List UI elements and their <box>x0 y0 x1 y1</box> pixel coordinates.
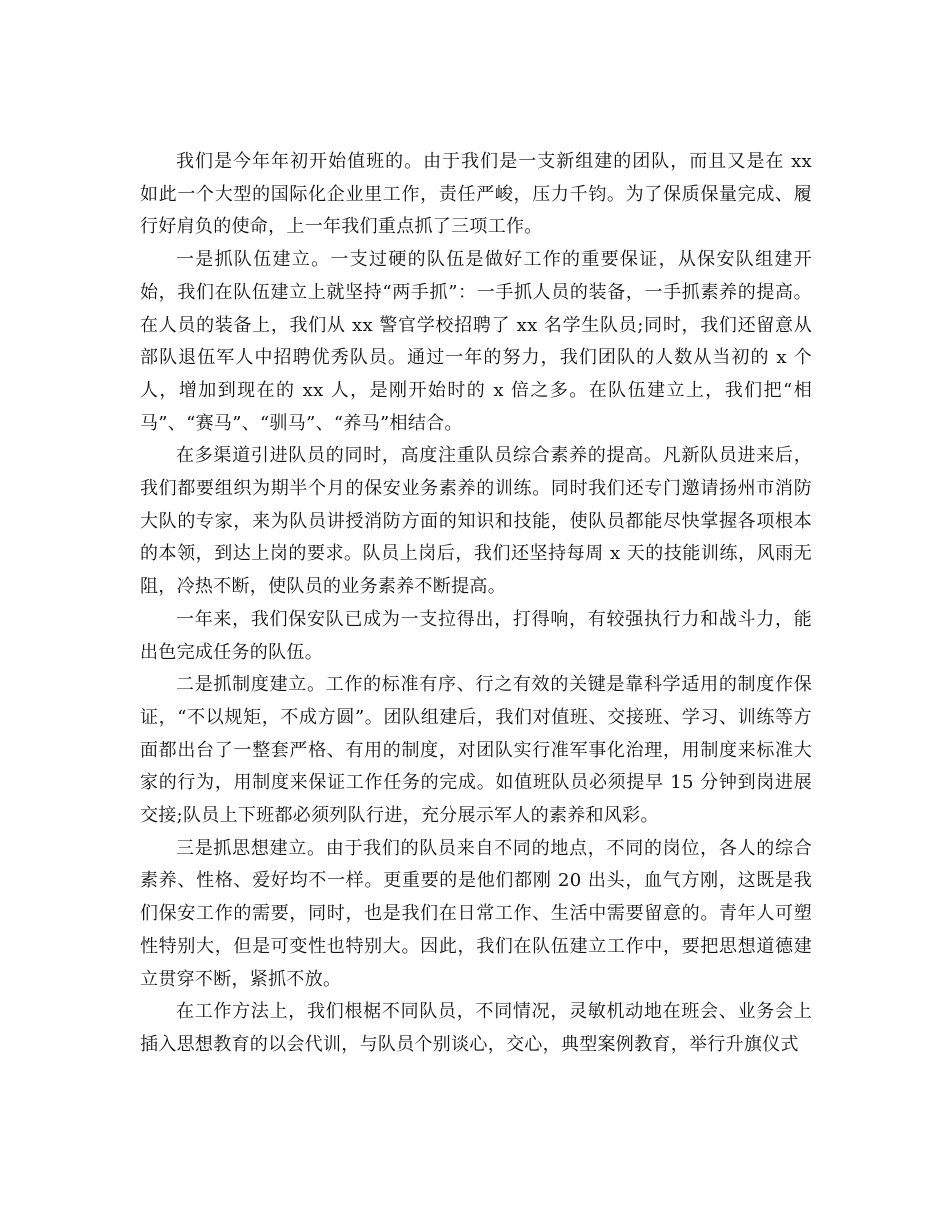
paragraph-work-methods: 在工作方法上，我们根椐不同队员，不同情况，灵敏机动地在班会、业务会上插入思想教育的以会代训，与队员个别谈心，交心，典型案例教育，举行升旗仪式 <box>140 1001 812 1055</box>
paragraph-team-building: 一是抓队伍建立。一支过硬的队伍是做好工作的重要保证，从保安队组建开始，我们在队伍建立上就坚持“两手抓”：一手抓人员的装备，一手抓素养的提高。在人员的装备上，我们从 xx 警官学校招聘了 xx 名学生队员;同时，我们还留意从部队退伍军人中招聘优秀队员。通过一年的努力，我们团队的人数从当初的 x 个人，增加到现在的 xx 人，是刚开始时的 x 倍之多。在队伍建立上，我们把“相马”、“赛马”、“驯马”、“养马”相结合。 <box>140 249 812 434</box>
paragraph-training: 在多渠道引进队员的同时，高度注重队员综合素养的提高。凡新队员进来后，我们都要组织为期半个月的保安业务素养的训练。同时我们还专门邀请扬州市消防大队的专家，来为队员讲授消防方面的知识和技能，使队员都能尽快掌握各项根本的本领，到达上岗的要求。队员上岗后，我们还坚持每周 x 天的技能训练，风雨无阻，冷热不断，使队员的业务素养不断提高。 <box>140 445 812 598</box>
paragraph-ideology-building: 三是抓思想建立。由于我们的队员来自不同的地点，不同的岗位，各人的综合素养、性格、爱好均不一样。更重要的是他们都刚 20 出头，血气方刚，这既是我们保安工作的需要，同时，也是我们在日常工作、生活中需要留意的。青年人可塑性特别大，但是可变性也特别大。因此，我们在队伍建立工作中，要把思想道德建立贯穿不断，紧抓不放。 <box>140 837 812 990</box>
paragraph-system-building: 二是抓制度建立。工作的标准有序、行之有效的关键是靠科学适用的制度作保证，“不以规矩，不成方圆”。团队组建后，我们对值班、交接班、学习、训练等方面都出台了一整套严格、有用的制度，对团队实行准军事化治理，用制度来标准大家的行为，用制度来保证工作任务的完成。如值班队员必须提早 15 分钟到岗进展交接;队员上下班都必须列队行进，充分展示军人的素养和风彩。 <box>140 674 812 827</box>
paragraph-year-summary: 一年来，我们保安队已成为一支拉得出，打得响，有较强执行力和战斗力，能出色完成任务的队伍。 <box>140 608 812 663</box>
paragraph-intro: 我们是今年年初开始值班的。由于我们是一支新组建的团队，而且又是在 xx 如此一个大型的国际化企业里工作，责任严峻，压力千钧。为了保质保量完成、履行好肩负的使命，上一年我们重点抓了三项工作。 <box>140 151 812 238</box>
document-page <box>140 0 812 1230</box>
